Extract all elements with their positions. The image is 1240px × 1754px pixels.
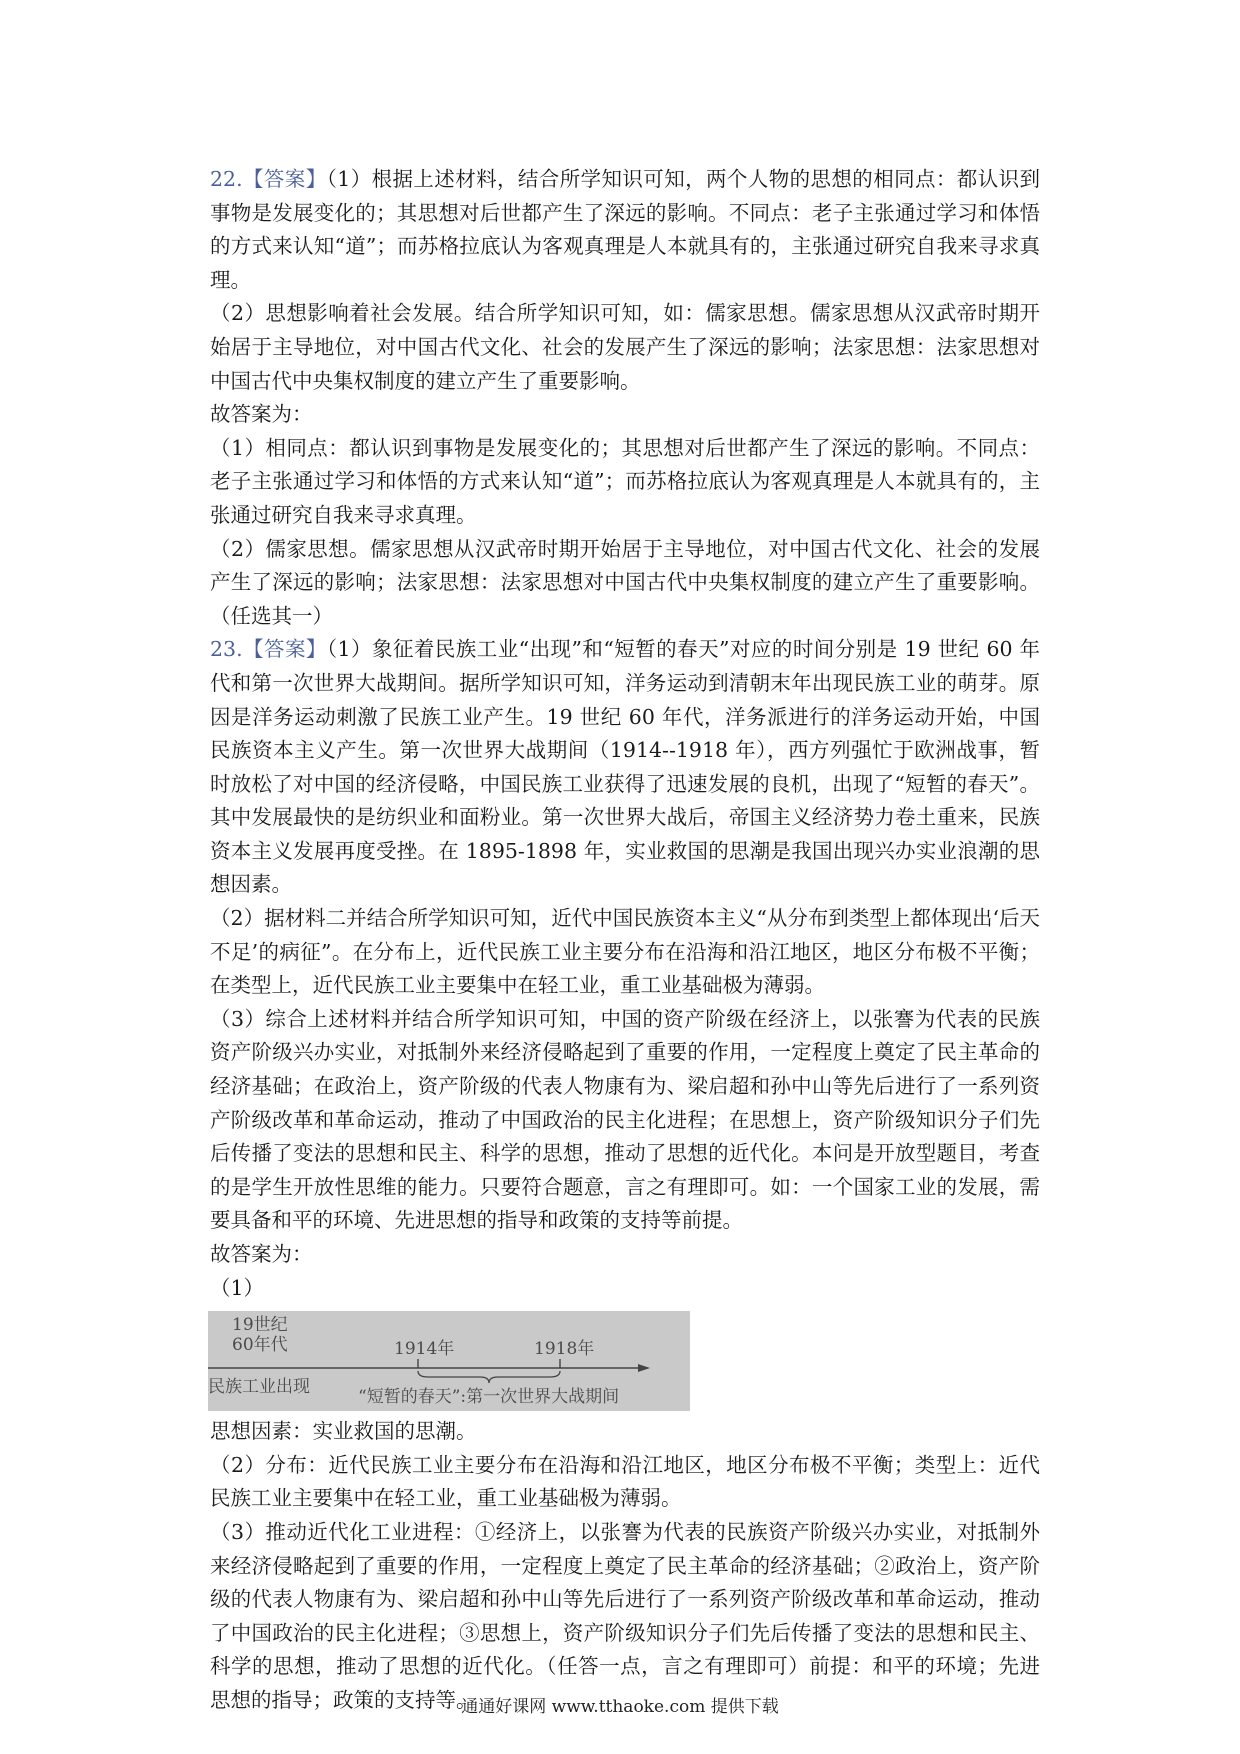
q22-paragraph-2: （2）思想影响着社会发展。结合所学知识可知，如：儒家思想。儒家思想从汉武帝时期开始居于主导地位，对中国古代文化、社会的发展产生了深远的影响；法家思想：法家思想对中国古代中央集权制度的建立产生了重要影响。	[210, 301, 1040, 393]
label-60s: 60年代	[232, 1335, 288, 1356]
q23-answer-tag: 【答案】	[242, 637, 327, 662]
label-19th-century: 19世纪	[232, 1315, 288, 1336]
label-1918: 1918年	[534, 1339, 595, 1360]
q22-answer-tag: 【答案】	[242, 167, 327, 191]
q23-paragraph-2: （2）据材料二并结合所学知识可知，近代中国民族资本主义“从分布到类型上都体现出‘后天不足’的病征”。在分布上，近代民族工业主要分布在沿海和沿江地区，地区分布极不平衡；在类型上，近代民族工业主要集中在轻工业，重工业基础极为薄弱。	[210, 906, 1040, 998]
q23-answer-3: （3）推动近代化工业进程：①经济上，以张謇为代表的民族资产阶级兴办实业，对抵制外来经济侵略起到了重要的作用，一定程度上奠定了民主革命的经济基础；②政治上，资产阶级的代表人物康有为、梁启超和孙中山等先后进行了一系列资产阶级改革和革命运动，推动了中国政治的民主化进程；③思想上，资产阶级知识分子们先后传播了变法的思想和民主、科学的思想，推动了思想的近代化。（任答一点，言之有理即可）前提：和平的环境；先进思想的指导；政策的支持等。	[210, 1519, 1040, 1712]
timeline-brace	[418, 1371, 560, 1383]
q22-answer-2: （2）儒家思想。儒家思想从汉武帝时期开始居于主导地位，对中国古代文化、社会的发展产生了深远的影响；法家思想：法家思想对中国古代中央集权制度的建立产生了重要影响。（任选其一）	[210, 536, 1040, 628]
label-1914: 1914年	[394, 1339, 455, 1360]
page-footer: 通通好课网 www.tthaoke.com 提供下载	[461, 1697, 779, 1717]
q22-text-1: （1）根据上述材料，结合所学知识可知，两个人物的思想的相同点：都认识到事物是发展变化的；其思想对后世都产生了深远的影响。不同点：老子主张通过学习和体悟的方式来认知“道”；而苏格拉底认为客观真理是人本就具有的，主张通过研究自我来寻求真理。	[210, 167, 1040, 292]
q23-paragraph-1	[210, 633, 1040, 902]
label-emergence: 民族工业出现	[208, 1377, 310, 1398]
q23-number: 23.	[210, 637, 243, 662]
label-short-spring: “短暂的春天”:第一次世界大战期间	[358, 1387, 620, 1408]
q22-answer-heading: 故答案为：	[210, 402, 313, 427]
q23-answer-2: （2）分布：近代民族工业主要分布在沿海和沿江地区，地区分布极不平衡；类型上：近代民族工业主要集中在轻工业，重工业基础极为薄弱。	[210, 1452, 1040, 1511]
answer-content	[210, 163, 1040, 1718]
timeline-arrow-icon	[638, 1364, 650, 1372]
q23-answer-1-label: （1）	[210, 1275, 265, 1300]
q23-answer-heading: 故答案为：	[210, 1242, 313, 1266]
q23-text-1: （1）象征着民族工业“出现”和“短暂的春天”对应的时间分别是 19 世纪 60 年代和第一次世界大战期间。据所学知识可知，洋务运动到清朝末年出现民族工业的萌芽。原因是洋务运动刺激了民族工业产生。19 世纪 60 年代，洋务派进行的洋务运动开始，中国民族资本主义产生。第一次世界大战期间（1914--1918 年），西方列强忙于欧洲战事，暂时放松了对中国的经济侵略，中国民族工业获得了迅速发展的良机，出现了“短暂的春天”。其中发展最快的是纺织业和面粉业。第一次世界大战后，帝国主义经济势力卷土重来，民族资本主义发展再度受挫。在 1895-1898 年，实业救国的思潮是我国出现兴办实业浪潮的思想因素。	[210, 637, 1040, 897]
q23-answer-1-thought: 思想因素：实业救国的思潮。	[210, 1419, 477, 1444]
q22-paragraph-1	[210, 163, 1040, 297]
q23-paragraph-3: （3）综合上述材料并结合所学知识可知，中国的资产阶级在经济上，以张謇为代表的民族资产阶级兴办实业，对抵制外来经济侵略起到了重要的作用，一定程度上奠定了民主革命的经济基础；在政治上，资产阶级的代表人物康有为、梁启超和孙中山等先后进行了一系列资产阶级改革和革命运动，推动了中国政治的民主化进程；在思想上，资产阶级知识分子们先后传播了变法的思想和民主、科学的思想，推动了思想的近代化。本问是开放型题目，考查的是学生开放性思维的能力。只要符合题意，言之有理即可。如：一个国家工业的发展，需要具备和平的环境、先进思想的指导和政策的支持等前提。	[210, 1006, 1040, 1233]
q22-number: 22.	[210, 167, 243, 191]
q22-answer-1: （1）相同点：都认识到事物是发展变化的；其思想对后世都产生了深远的影响。不同点：老子主张通过学习和体悟的方式来认知“道”；而苏格拉底认为客观真理是人本就具有的，主张通过研究自我来寻求真理。	[210, 435, 1040, 527]
timeline-figure	[208, 1311, 690, 1411]
